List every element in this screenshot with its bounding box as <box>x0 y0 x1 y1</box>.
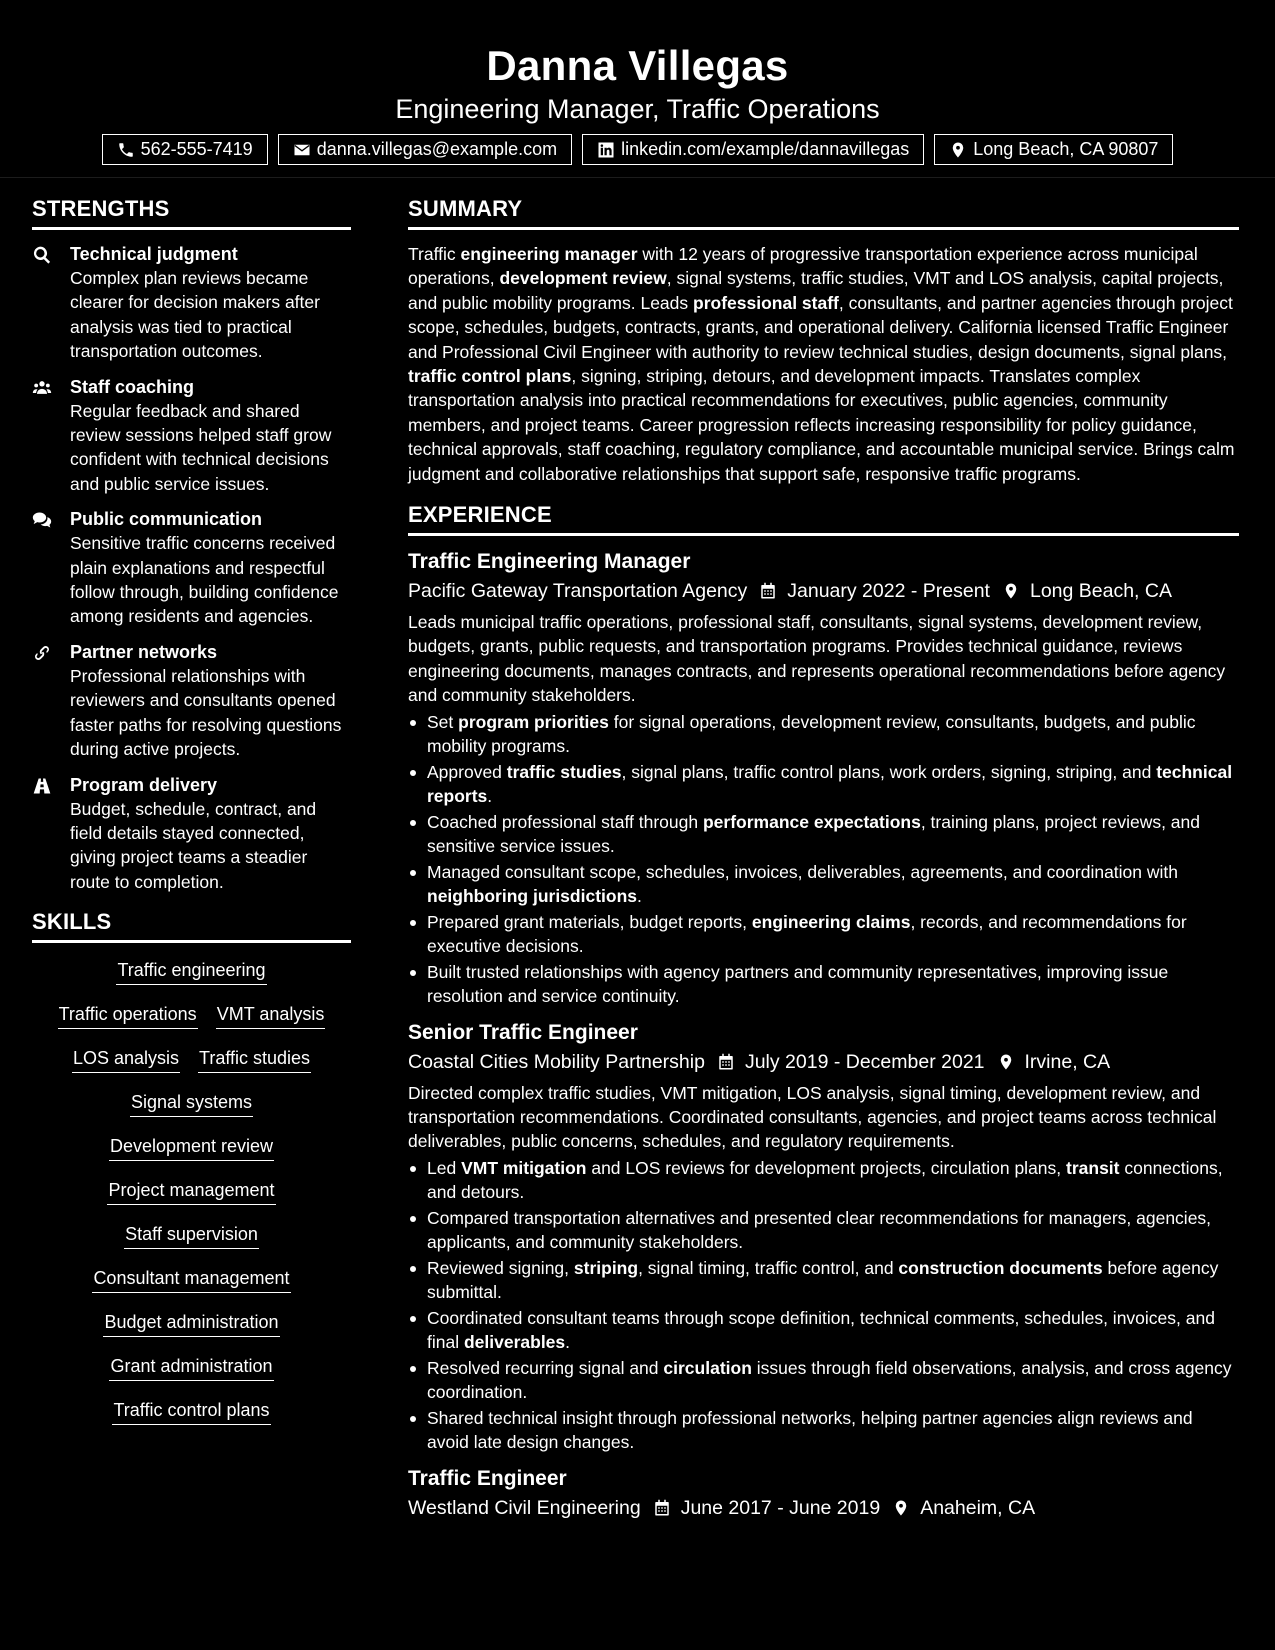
text-run: Built trusted relationships with agency partners and community representatives, improving issue resolution and service continuity. <box>427 961 1169 1007</box>
bold-text: construction documents <box>898 1257 1103 1278</box>
bold-text: engineering claims <box>751 911 911 932</box>
skill-tag: Staff supervision <box>124 1221 259 1249</box>
job-location: Long Beach, CA <box>1029 580 1172 603</box>
bold-text: neighboring jurisdictions <box>427 886 637 907</box>
candidate-name: Danna Villegas <box>486 42 789 89</box>
list-item <box>408 1356 1239 1405</box>
strength-name: Public communication <box>70 509 263 530</box>
strength-item <box>32 242 351 364</box>
right-column <box>408 196 1239 1533</box>
search-icon <box>32 245 52 265</box>
strength-item <box>32 640 351 762</box>
text-run: before agency submittal. <box>427 1257 1219 1303</box>
bold-text: program priorities <box>458 711 609 732</box>
contact-email-text: danna.villegas@example.com <box>316 139 558 159</box>
text-run: Coordinated consultant teams through scope definition, technical comments, schedules, invoices, and final <box>427 1307 1215 1353</box>
list-item <box>408 860 1239 909</box>
envelope-icon <box>293 141 311 159</box>
skill-tag: Traffic operations <box>58 1001 198 1029</box>
list-item <box>408 810 1239 859</box>
calendar-icon <box>759 582 777 600</box>
list-item <box>408 910 1239 959</box>
strength-name: Partner networks <box>70 641 218 662</box>
contact-bar <box>0 134 1275 165</box>
text-run: . <box>487 786 493 807</box>
text-run: , consultants, and partner agencies through project scope, schedules, budgets, contracts, grants, and operational delivery. California licensed Traffic Engineer and Professional Civil Engineer with authority to review technical studies, design documents, signal plans, <box>408 292 1233 362</box>
skills-heading: SKILLS <box>32 909 351 943</box>
job-entry <box>408 1465 1239 1523</box>
bold-text: transit <box>1066 1157 1120 1178</box>
text-run: , training plans, project reviews, and sensitive service issues. <box>427 811 1200 857</box>
strength-item <box>32 773 351 895</box>
list-item <box>408 1306 1239 1355</box>
bold-text: circulation <box>663 1357 752 1378</box>
experience-heading: EXPERIENCE <box>408 502 1239 536</box>
strength-name: Staff coaching <box>70 376 195 397</box>
bold-text: traffic studies <box>506 761 622 782</box>
text-run: , records, and recommendations for executive decisions. <box>427 911 1187 957</box>
users-icon <box>32 378 52 398</box>
job-meta <box>408 1047 1239 1077</box>
strength-desc: Complex plan reviews became clearer for decision makers after analysis was tied to practical transportation outcomes. <box>70 268 320 362</box>
strength-item <box>32 375 351 497</box>
skill-tag: LOS analysis <box>72 1045 180 1073</box>
job-dates: July 2019 - December 2021 <box>744 1050 985 1073</box>
text-run: with 12 years of progressive transportation experience across municipal operations, <box>408 244 1198 289</box>
candidate-title: Engineering Manager, Traffic Operations <box>395 94 880 124</box>
bold-text: development review <box>499 268 667 289</box>
job-location: Irvine, CA <box>1024 1050 1111 1073</box>
skills-list <box>32 955 351 1441</box>
text-run: for signal operations, development review, consultants, budgets, and public mobility programs. <box>427 711 1196 757</box>
map-pin-icon <box>892 1499 910 1517</box>
list-item <box>408 1156 1239 1205</box>
map-pin-icon <box>1002 582 1020 600</box>
left-column <box>32 196 351 1441</box>
strength-desc: Budget, schedule, contract, and field details stayed connected, giving project teams a steadier route to completion. <box>70 798 317 892</box>
job-entry <box>408 1019 1239 1455</box>
text-run: Approved <box>427 761 507 782</box>
job-title: Traffic Engineering Manager <box>408 550 691 574</box>
skill-tag: Grant administration <box>109 1353 273 1381</box>
bold-text: deliverables <box>463 1332 566 1353</box>
map-pin-icon <box>949 141 967 159</box>
text-run: Traffic <box>408 244 461 264</box>
calendar-icon <box>717 1053 735 1071</box>
phone-icon <box>117 141 135 159</box>
bold-text: traffic control plans <box>408 366 572 387</box>
job-title: Senior Traffic Engineer <box>408 1020 638 1044</box>
skill-tag: Signal systems <box>130 1089 253 1117</box>
skill-tag: Project management <box>107 1177 275 1205</box>
job-company: Pacific Gateway Transportation Agency <box>408 580 748 603</box>
summary-text <box>408 242 1239 486</box>
text-run: Managed consultant scope, schedules, invoices, deliverables, agreements, and coordination with <box>427 861 1179 882</box>
text-run: Resolved recurring signal and <box>427 1357 664 1378</box>
job-location: Anaheim, CA <box>920 1496 1036 1519</box>
job-meta <box>408 576 1239 606</box>
job-bullets <box>408 710 1239 1009</box>
road-icon <box>32 776 52 796</box>
list-item <box>408 1206 1239 1255</box>
link-icon <box>32 643 52 663</box>
bold-text: performance expectations <box>702 811 921 832</box>
strength-item <box>32 507 351 629</box>
text-run: , signal systems, traffic studies, VMT and LOS analysis, capital projects, and public mobility programs. Leads <box>408 268 1224 313</box>
skill-tag: Development review <box>109 1133 274 1161</box>
skill-tag: VMT analysis <box>216 1001 326 1029</box>
job-entry <box>408 548 1239 1008</box>
text-run: Shared technical insight through professional networks, helping partner agencies align reviews and avoid late design changes. <box>427 1407 1193 1453</box>
contact-location-text: Long Beach, CA 90807 <box>973 139 1159 159</box>
strength-desc: Regular feedback and shared review sessions helped staff grow confident with technical decisions and public service issues. <box>70 400 332 494</box>
list-item <box>408 1406 1239 1455</box>
skill-tag: Consultant management <box>92 1265 290 1293</box>
list-item <box>408 960 1239 1009</box>
contact-linkedin[interactable] <box>582 134 924 165</box>
text-run: and LOS reviews for development projects, circulation plans, <box>586 1157 1067 1178</box>
list-item <box>408 1256 1239 1305</box>
job-title: Traffic Engineer <box>408 1466 567 1490</box>
skill-tag: Traffic studies <box>198 1045 311 1073</box>
text-run: . <box>565 1332 571 1353</box>
bold-text: engineering manager <box>460 244 638 264</box>
text-run: , signal plans, traffic control plans, work orders, signing, striping, and <box>621 761 1157 782</box>
job-description: Leads municipal traffic operations, professional staff, consultants, signal systems, development review, budgets, grants, public requests, and transportation programs. Provides technical guidance, reviews engineering documents, manages contracts, and represents operational recommendations before agency and community stakeholders. <box>408 612 1226 706</box>
calendar-icon <box>653 1499 671 1517</box>
text-run: Coached professional staff through <box>427 811 703 832</box>
skill-tag: Traffic engineering <box>116 957 266 985</box>
linkedin-icon <box>597 141 615 159</box>
text-run: . <box>637 886 642 907</box>
job-dates: June 2017 - June 2019 <box>680 1496 881 1519</box>
contact-email[interactable] <box>278 134 572 165</box>
text-run: , signal timing, traffic control, and <box>638 1257 899 1278</box>
text-run: Set <box>427 711 459 732</box>
job-bullets <box>408 1156 1239 1455</box>
text-run: Prepared grant materials, budget reports, <box>427 911 752 932</box>
text-run: connections, and detours. <box>427 1157 1223 1203</box>
strength-desc: Sensitive traffic concerns received plain explanations and respectful follow through, building confidence among residents and agencies. <box>70 533 339 627</box>
strengths-heading: STRENGTHS <box>32 196 351 230</box>
skill-tag: Budget administration <box>103 1309 279 1337</box>
contact-phone-text: 562-555-7419 <box>140 139 253 159</box>
experience-list <box>408 548 1239 1522</box>
strength-name: Program delivery <box>70 774 218 795</box>
strength-desc: Professional relationships with reviewers and consultants opened faster paths for resolving questions during active projects. <box>70 665 342 760</box>
text-run: Compared transportation alternatives and presented clear recommendations for managers, agencies, applicants, and community stakeholders. <box>427 1207 1212 1253</box>
contact-linkedin-text: linkedin.com/example/dannavillegas <box>621 139 910 159</box>
job-company: Westland Civil Engineering <box>408 1496 641 1519</box>
text-run: Reviewed signing, <box>427 1257 574 1278</box>
job-description: Directed complex traffic studies, VMT mitigation, LOS analysis, signal timing, development review, and transportation recommendations. Coordinated consultants, agencies, and project teams across technical deliverables, public concerns, schedules, and regulatory requirements. <box>408 1082 1217 1152</box>
bold-text: professional staff <box>693 292 839 313</box>
bold-text: striping <box>573 1257 639 1278</box>
job-meta <box>408 1493 1239 1523</box>
contact-location[interactable] <box>934 134 1173 165</box>
map-pin-icon <box>997 1053 1015 1071</box>
list-item <box>408 710 1239 759</box>
text-run: Led <box>427 1157 462 1178</box>
text-run: issues through field observations, analysis, and cross agency coordination. <box>427 1357 1232 1403</box>
skill-tag: Traffic control plans <box>112 1397 270 1425</box>
job-dates: January 2022 - Present <box>787 580 990 603</box>
contact-phone[interactable] <box>102 134 268 165</box>
comments-icon <box>32 510 52 530</box>
bold-text: technical reports <box>427 761 1233 807</box>
strength-name: Technical judgment <box>70 244 238 264</box>
bold-text: VMT mitigation <box>461 1157 587 1178</box>
resume-header <box>0 0 1275 178</box>
job-company: Coastal Cities Mobility Partnership <box>408 1050 705 1073</box>
list-item <box>408 760 1239 809</box>
summary-heading: SUMMARY <box>408 196 1239 230</box>
text-run: , signing, striping, detours, and development impacts. Translates complex transportation analysis into practical recommendations for executives, public agencies, community members, and project teams. Career progression reflects increasing responsibility for policy guidance, technical approvals, staff coaching, regulatory compliance, and accountable municipal service. Brings calm judgment and collaborative relationships that support safe, responsive traffic programs. <box>408 366 1235 484</box>
